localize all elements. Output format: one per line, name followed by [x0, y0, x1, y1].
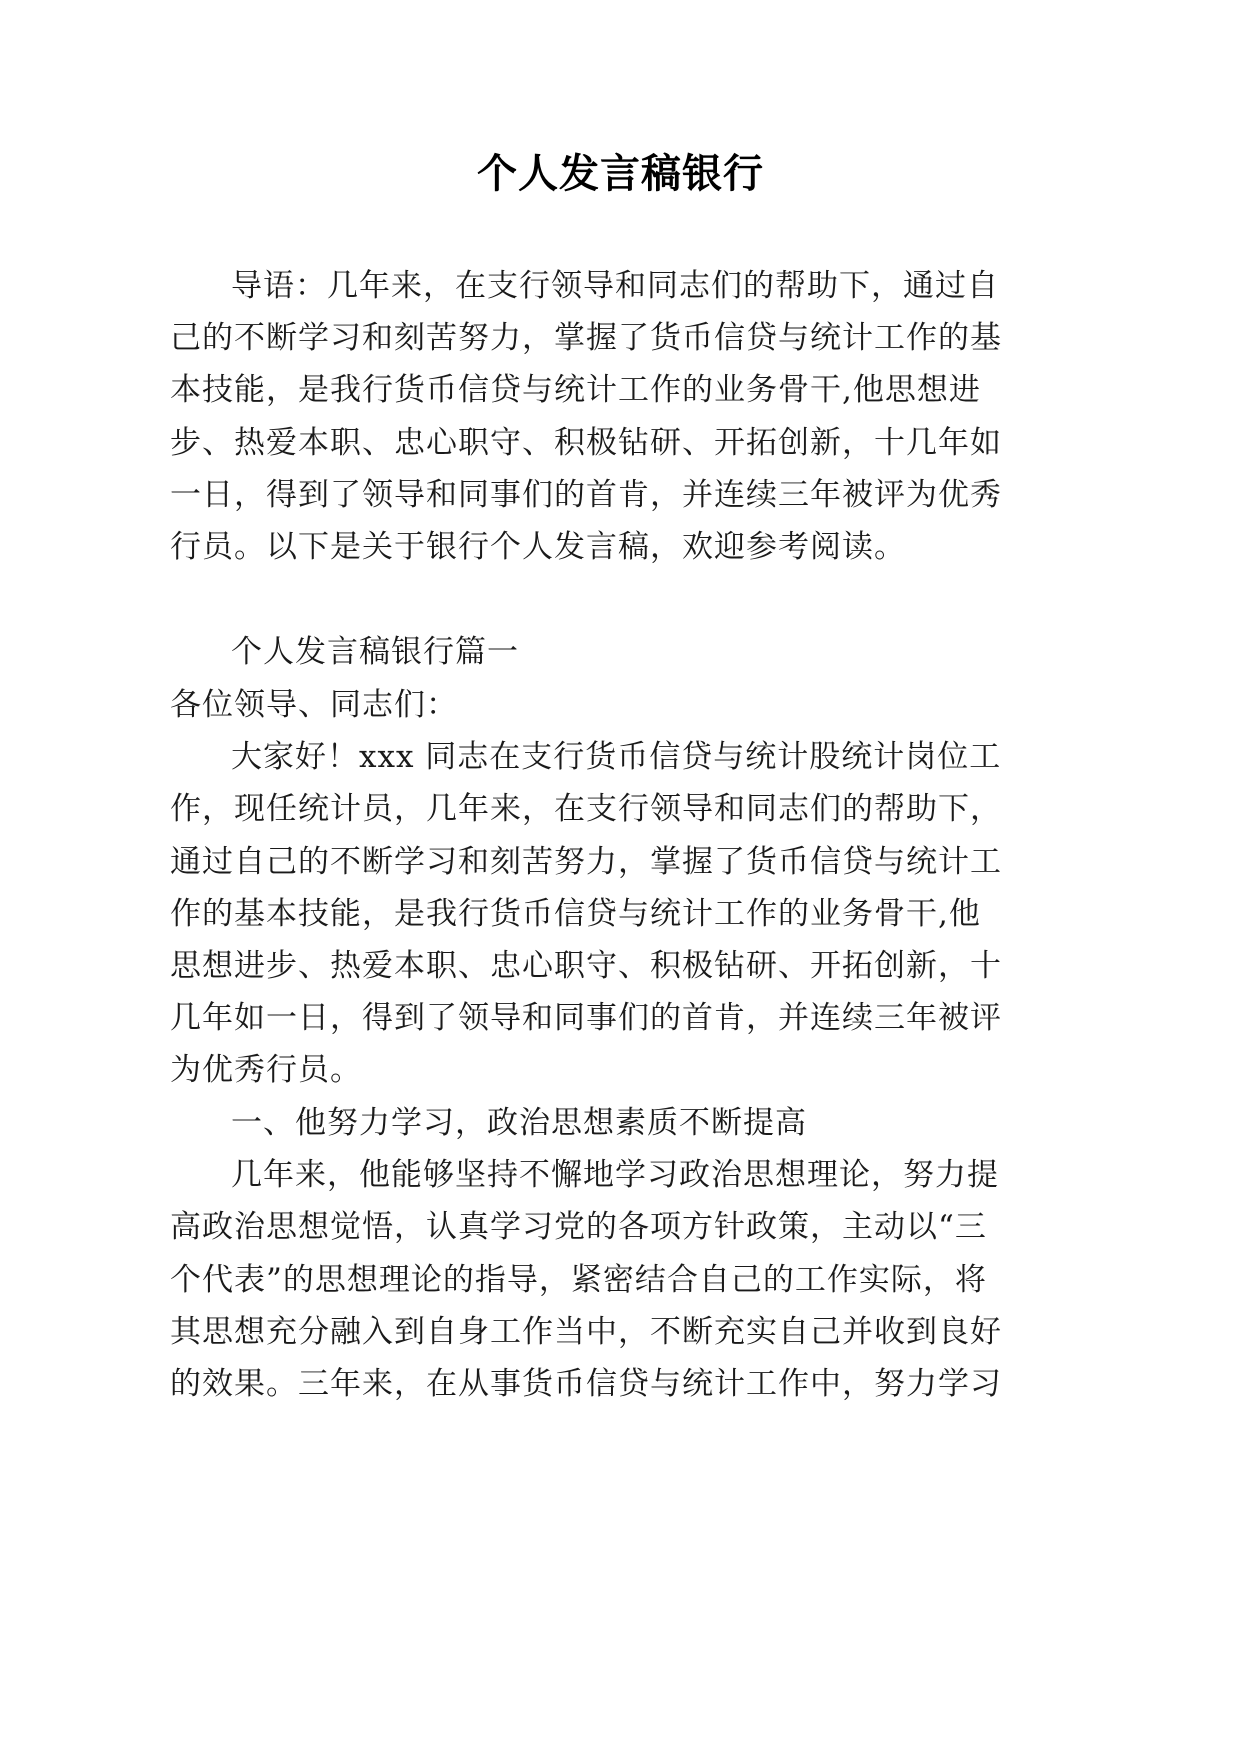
document-title: 个人发言稿银行	[477, 150, 764, 197]
body-line: 通过自己的不断学习和刻苦努力，掌握了货币信贷与统计工	[170, 844, 1002, 880]
body-line: 大家好！xxx 同志在支行货币信贷与统计股统计岗位工	[231, 739, 1002, 775]
body-line: 其思想充分融入到自身工作当中，不断充实自己并收到良好	[170, 1314, 1002, 1350]
intro-line: 行员。以下是关于银行个人发言稿，欢迎参考阅读。	[170, 529, 906, 565]
body-line: 个代表”的思想理论的指导，紧密结合自己的工作实际，将	[170, 1262, 987, 1298]
intro-line: 己的不断学习和刻苦努力，掌握了货币信贷与统计工作的基	[170, 320, 1002, 356]
body-line: 几年如一日，得到了领导和同事们的首肯，并连续三年被评	[170, 1000, 1002, 1036]
intro-line: 步、热爱本职、忠心职守、积极钻研、开拓创新，十几年如	[170, 425, 1002, 461]
section-heading: 个人发言稿银行篇一	[231, 634, 519, 670]
intro-line: 导语：几年来，在支行领导和同志们的帮助下，通过自	[231, 268, 999, 304]
intro-line: 本技能，是我行货币信贷与统计工作的业务骨干,他思想进	[170, 372, 981, 408]
body-line: 高政治思想觉悟，认真学习党的各项方针政策，主动以“三	[170, 1209, 987, 1245]
body-line: 的效果。三年来，在从事货币信贷与统计工作中，努力学习	[170, 1366, 1002, 1402]
intro-line: 一日，得到了领导和同事们的首肯，并连续三年被评为优秀	[170, 477, 1002, 513]
body-line: 思想进步、热爱本职、忠心职守、积极钻研、开拓创新，十	[170, 948, 1002, 984]
body-line: 几年来，他能够坚持不懈地学习政治思想理论，努力提	[231, 1157, 999, 1193]
body-line: 作的基本技能，是我行货币信贷与统计工作的业务骨干,他	[170, 896, 981, 932]
body-line: 为优秀行员。	[170, 1052, 362, 1088]
salutation: 各位领导、同志们：	[170, 687, 458, 723]
body-line: 作，现任统计员，几年来，在支行领导和同志们的帮助下，	[170, 791, 1002, 827]
subheading: 一、他努力学习，政治思想素质不断提高	[231, 1105, 807, 1141]
